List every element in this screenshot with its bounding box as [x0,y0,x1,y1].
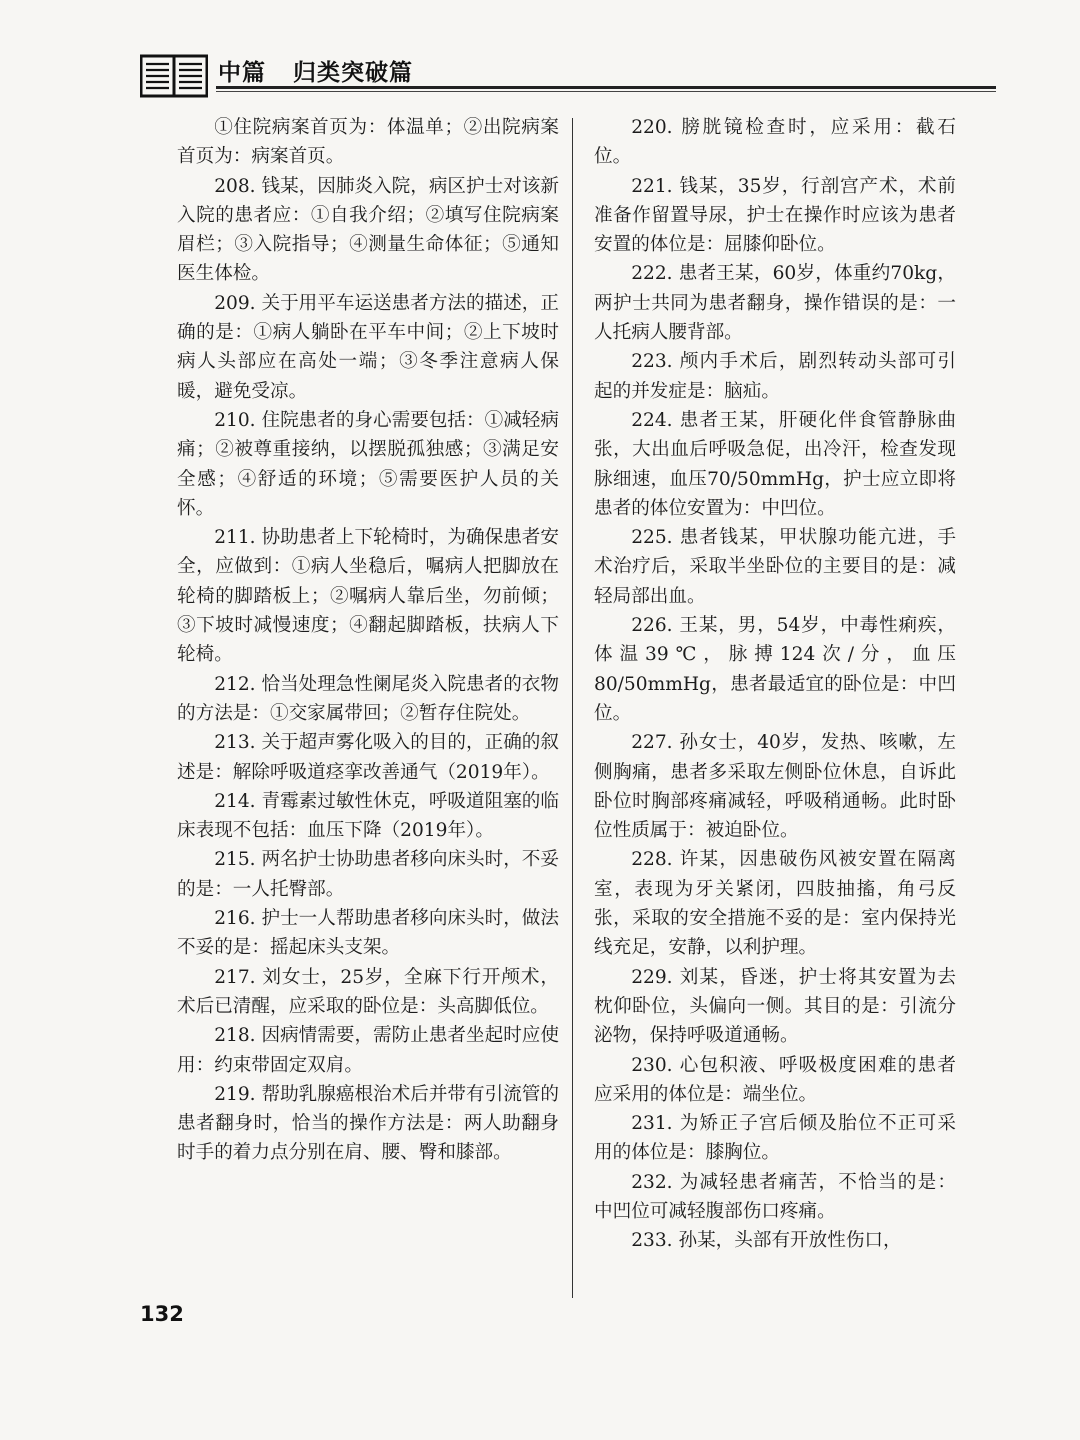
question-211: 211. 协助患者上下轮椅时，为确保患者安全，应做到：①病人坐稳后，嘱病人把脚放在轮椅的脚踏板上；②嘱病人靠后坐，勿前倾；③下坡时减慢速度；④翻起脚踏板，扶病人下轮椅。 [177,527,559,666]
question-221: 221. 钱某，35岁，行剖宫产术，术前准备作留置导尿，护士在操作时应该为患者安置的体位是：屈膝仰卧位。 [594,175,956,256]
question-215: 215. 两名护士协助患者移向床头时，不妥的是：一人托臀部。 [177,849,559,900]
question-208: 208. 钱某，因肺炎入院，病区护士对该新入院的患者应：①自我介绍；②填写住院病案眉栏；③入院指导；④测量生命体征；⑤通知医生体检。 [177,175,559,285]
book-icon [140,54,208,98]
question-222: 222. 患者王某，60岁，体重约70kg，两护士共同为患者翻身，操作错误的是：一人托病人腰背部。 [594,263,956,344]
question-232: 232. 为减轻患者痛苦，不恰当的是：中凹位可减轻腹部伤口疼痛。 [594,1171,956,1222]
column-divider [572,118,573,1298]
question-217: 217. 刘女士，25岁，全麻下行开颅术，术后已清醒，应采取的卧位是：头高脚低位。 [177,966,559,1017]
paragraph: ①住院病案首页为：体温单；②出院病案首页为：病案首页。 [177,117,559,168]
page-number: 132 [140,1302,184,1326]
question-228: 228. 许某，因患破伤风被安置在隔离室，表现为牙关紧闭，四肢抽搐，角弓反张，采取的安全措施不妥的是：室内保持光线充足，安静，以利护理。 [594,849,956,959]
question-220: 220. 膀胱镜检查时，应采用：截石位。 [594,117,956,168]
question-231: 231. 为矫正子宫后倾及胎位不正可采用的体位是：膝胸位。 [594,1113,956,1164]
question-233: 233. 孙某，头部有开放性伤口， [631,1230,902,1252]
question-224: 224. 患者王某，肝硬化伴食管静脉曲张，大出血后呼吸急促，出冷汗，检查发现脉细速，血压70/50mmHg，护士应立即将患者的体位安置为：中凹位。 [594,409,956,519]
question-212: 212. 恰当处理急性阑尾炎入院患者的衣物的方法是：①交家属带回；②暂存住院处。 [177,673,559,724]
question-216: 216. 护士一人帮助患者移向床头时，做法不妥的是：摇起床头支架。 [177,908,559,959]
question-219: 219. 帮助乳腺癌根治术后并带有引流管的患者翻身时，恰当的操作方法是：两人助翻身时手的着力点分别在肩、腰、臀和膝部。 [177,1083,559,1164]
header-rule-thin [216,91,996,92]
question-214: 214. 青霉素过敏性休克，呼吸道阻塞的临床表现不包括：血压下降（2019年）。 [177,790,559,842]
section-title: 中篇 归类突破篇 [218,60,414,86]
header-rule [216,86,996,89]
question-210: 210. 住院患者的身心需要包括：①减轻病痛；②被尊重接纳，以摆脱孤独感；③满足安全感；④舒适的环境；⑤需要医护人员的关怀。 [177,409,559,519]
question-218: 218. 因病情需要，需防止患者坐起时应使用：约束带固定双肩。 [177,1025,559,1076]
question-230: 230. 心包积液、呼吸极度困难的患者应采用的体位是：端坐位。 [594,1054,956,1105]
right-column [594,113,956,1256]
left-column [177,113,559,1168]
question-225: 225. 患者钱某，甲状腺功能亢进，手术治疗后，采取半坐卧位的主要目的是：减轻局部出血。 [594,527,956,607]
question-209: 209. 关于用平车运送患者方法的描述，正确的是：①病人躺卧在平车中间；②上下坡时病人头部应在高处一端；③冬季注意病人保暖，避免受凉。 [177,292,559,402]
running-header [132,52,1002,100]
question-227: 227. 孙女士，40岁，发热、咳嗽，左侧胸痛，患者多采取左侧卧位休息，自诉此卧位时胸部疼痛减轻，呼吸稍通畅。此时卧位性质属于：被迫卧位。 [594,732,956,842]
question-226: 226. 王某，男，54岁，中毒性痢疾，体温39℃，脉搏124次/分，血压80/50mmHg，患者最适宜的卧位是：中凹位。 [594,615,956,724]
question-223: 223. 颅内手术后，剧烈转动头部可引起的并发症是：脑疝。 [594,351,956,402]
question-229: 229. 刘某，昏迷，护士将其安置为去枕仰卧位，头偏向一侧。其目的是：引流分泌物，保持呼吸道通畅。 [594,966,956,1047]
question-213: 213. 关于超声雾化吸入的目的，正确的叙述是：解除呼吸道痉挛改善通气（2019年）。 [177,732,559,783]
